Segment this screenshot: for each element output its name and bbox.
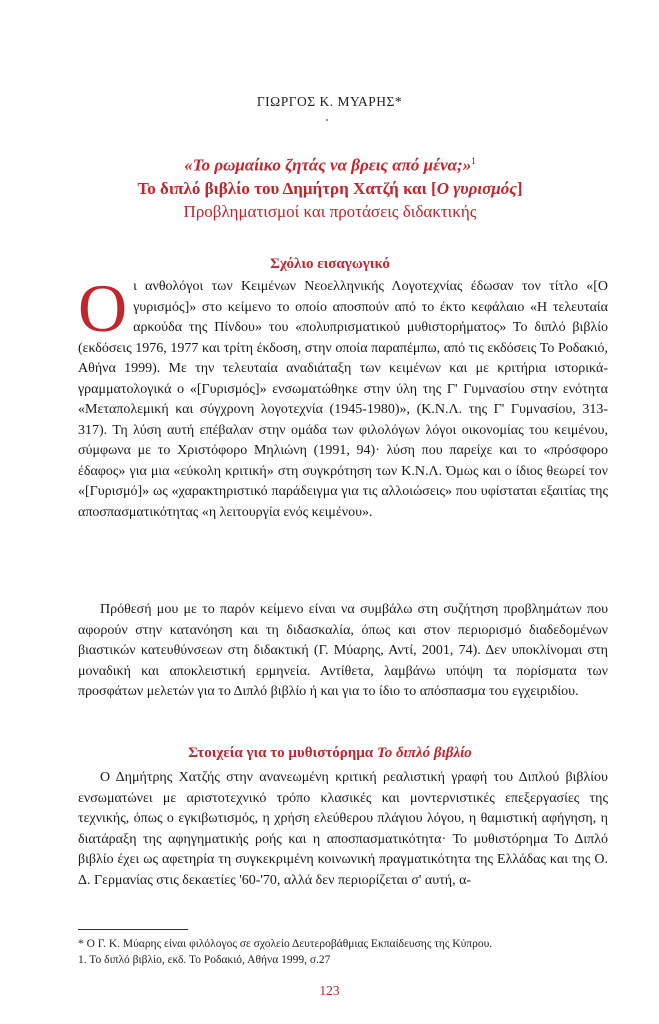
novel-paragraph-1	[78, 768, 608, 891]
page-number: 123	[319, 983, 340, 998]
footnote-1: 1. Το διπλό βιβλίο, εκδ. Το Ροδακιό, Αθήνα 1999, σ.27	[78, 954, 331, 966]
footnote-ref-1: 1	[471, 156, 476, 166]
article-title	[40, 150, 620, 223]
title-line-2	[40, 177, 620, 200]
intro-paragraph-1-text: ι ανθολόγοι των Κειμένων Νεοελληνικής Λογοτεχνίας έδωσαν τον τίτλο «[Ο γυρισμός]» στο κείμενο το οποίο αποσπούν από το έκτο κεφάλαιο «Η τελευταία αρκούδα της Πίνδου» του «πολυπρισματικού μυθιστορήματος» Το διπλό βιβλίο (εκδόσεις 1976, 1977 και τρίτη έκδοση, στην οποία παραπέμπω, από τις εκδόσεις Το Ροδακιό, Αθήνα 1999). Με την τελευταία αναδιάταξη των κειμένων και με κριτήρια ιστορικά-γραμματολογικά ο «[Γυρισμός]» ενσωματώθηκε στην ύλη της Γ' Γυμνασίου στην ενότητα «Μεταπολεμική και σύγχρονη λογοτεχνία (1945-1980)», (Κ.Ν.Λ. της Γ' Γυμνασίου, 313-317). Τη λύση αυτή επέβαλαν στην ομάδα των φιλολόγων λόγοι οικονομίας του κειμένου, σύμφωνα με το Χριστόφορο Μηλιώνη (1991, 94)· λύση που παρείχε και το «πρόσφορο έδαφος» για μια «εύκολη κριτική» στη συγκρότηση των Κ.Ν.Λ. Όμως και ο ίδιος θεωρεί τον «[Γυρισμό]» ως «χαρακτηριστικό παράδειγμα για τις αλλοιώσεις» που υφίσταται εξαιτίας της αποσπασματικότητας «η λειτουργία ενός κειμένου».	[78, 279, 608, 520]
section-heading-novel	[40, 745, 620, 762]
section-heading-intro: Σχόλιο εισαγωγικό	[270, 256, 390, 272]
title-line-2-prefix: Το διπλό βιβλίο του Δημήτρη Χατζή και [	[137, 178, 437, 198]
footnote-divider	[78, 929, 188, 930]
intro-paragraph-2-text: Πρόθεσή μου με το παρόν κείμενο είναι να συμβάλω στη συζήτηση προβλημάτων που αφορούν στην κατανόηση και τη διδασκαλία, όπως και στον περιορισμό διαδεδομένων βιαστικών κατευθύνσεων στη διδακτική (Γ. Μύαρης, Αντί, 2001, 74). Δεν υποκλίνομαι στη μοναδική και αποκλειστική ερμηνεία. Αντίθετα, λαμβάνω υπόψη τα πορίσματα των προσφάτων μελετών για το Διπλό βιβλίο ή και για το ίδιο το απόσπασμα του εγχειριδίου.	[78, 602, 608, 699]
author-name: ΓΙΩΡΓΟΣ Κ. ΜΥΑΡΗΣ*	[256, 94, 403, 109]
section-heading-novel-italic: Το διπλό βιβλίο	[376, 745, 472, 761]
title-line-3: Προβληματισμοί και προτάσεις διδακτικής	[183, 201, 477, 221]
section-heading-novel-prefix: Στοιχεία για το μυθιστόρημα	[188, 745, 377, 761]
intro-paragraph-2	[78, 600, 608, 703]
footnote-author: * Ο Γ. Κ. Μύαρης είναι φιλόλογος σε σχολείο Δευτεροβάθμιας Εκπαίδευσης της Κύπρου.	[78, 938, 493, 950]
title-line-2-italic: Ο γυρισμός	[436, 178, 517, 198]
drop-cap: Ο	[78, 270, 128, 346]
title-line-1	[40, 150, 620, 177]
novel-paragraph-1-text: Ο Δημήτρης Χατζής στην ανανεωμένη κριτική ρεαλιστική γραφή του Διπλού βιβλίου ενσωματώνει με αριστοτεχνικό τρόπο κλασικές και μοντερνιστικές επεξεργασίες της τεχνικής, όπως ο εγκιβωτισμός, η χρήση ελεύθερου πλάγιου λόγου, η θαμιστική αφήγηση, η διατάραξη της αφηγηματικής ροής και η αποσπασματικότητα· Το μυθιστόρημα Το Διπλό βιβλίο έχει ως αφετηρία τη συγκεκριμένη κοινωνική πραγματικότητα της Ελλάδας και της Ο. Δ. Γερμανίας στις δεκαετίες '60-'70, αλλά δεν περιορίζεται σ' αυτή, α-	[78, 770, 608, 888]
title-line-2-suffix: ]	[516, 178, 523, 198]
intro-paragraph-1	[78, 270, 608, 523]
footnotes	[78, 936, 608, 968]
decorative-dot	[326, 119, 328, 121]
title-line-1-text: «Το ρωμαίικο ζητάς να βρεις από μένα;»	[184, 155, 472, 175]
